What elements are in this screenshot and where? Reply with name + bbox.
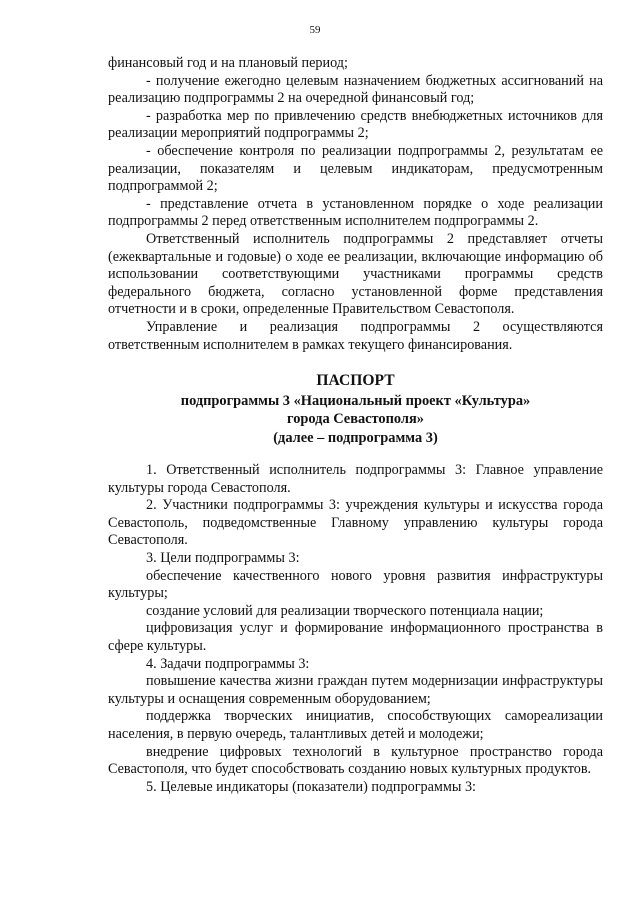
paragraph: - представление отчета в установленном порядке о ходе реализации подпрограммы 2 перед ответственным исполнителем подпрограммы 2.	[108, 195, 603, 230]
paragraph: обеспечение качественного нового уровня развития инфраструктуры культуры;	[108, 567, 603, 602]
paragraph: создание условий для реализации творческого потенциала нации;	[146, 602, 544, 619]
heading-line: подпрограммы 3 «Национальный проект «Культура»	[180, 392, 531, 409]
paragraph: поддержка творческих инициатив, способствующих самореализации населения, в первую очередь, талантливых детей и молодежи;	[108, 708, 603, 742]
text-block-subprogram-3	[108, 462, 603, 796]
paragraph: Ответственный исполнитель подпрограммы 2 представляет отчеты (ежеквартальные и годовые) о ходе ее реализации, включающие информацию об использовании соответствующими участниками программы средств федерального бюджета, согласно установленной форме представления отчетности и в сроки, определенные Правительством Севастополя.	[108, 230, 603, 318]
heading-line: (далее – подпрограмма 3)	[273, 429, 438, 446]
passport-heading	[108, 372, 603, 447]
paragraph: Управление и реализация подпрограммы 2 осуществляются ответственным исполнителем в рамках текущего финансирования.	[108, 318, 603, 353]
paragraph: 5. Целевые индикаторы (показатели) подпрограммы 3:	[146, 778, 476, 795]
page-number: 59	[309, 24, 321, 36]
paragraph: - получение ежегодно целевым назначением бюджетных ассигнований на реализацию подпрограммы 2 на очередной финансовый год;	[108, 72, 603, 107]
heading-line: города Севастополя»	[287, 411, 424, 427]
paragraph: цифровизация услуг и формирование информационного пространства в сфере культуры.	[108, 620, 603, 654]
text-block-subprogram-2	[108, 55, 603, 354]
heading-title: ПАСПОРТ	[316, 372, 395, 389]
paragraph: - обеспечение контроля по реализации подпрограммы 2, результатам ее реализации, показателям и целевым индикаторам, предусмотренным подпрограммой 2;	[108, 142, 603, 195]
paragraph: 3. Цели подпрограммы 3:	[146, 549, 300, 566]
paragraph: финансовый год и на плановый период;	[108, 55, 348, 71]
paragraph: 1. Ответственный исполнитель подпрограммы 3: Главное управление культуры города Севастополя.	[108, 462, 603, 496]
paragraph: внедрение цифровых технологий в культурное пространство города Севастополя, что будет способствовать созданию новых культурных продуктов.	[108, 743, 603, 778]
paragraph: - разработка мер по привлечению средств внебюджетных источников для реализации мероприятий подпрограммы 2;	[108, 107, 603, 142]
paragraph: 2. Участники подпрограммы 3: учреждения культуры и искусства города Севастополь, подведомственные Главному управлению культуры города Севастополя.	[108, 497, 603, 549]
paragraph: 4. Задачи подпрограммы 3:	[146, 655, 310, 672]
paragraph: повышение качества жизни граждан путем модернизации инфраструктуры культуры и оснащения современным оборудованием;	[108, 673, 603, 707]
